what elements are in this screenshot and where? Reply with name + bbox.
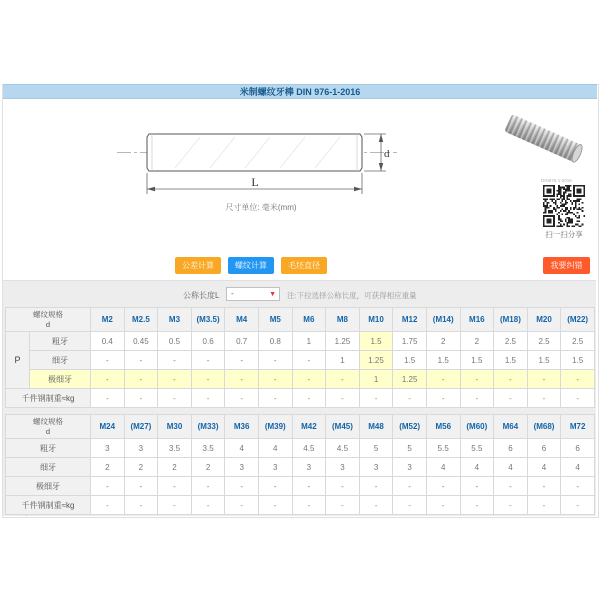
spec-cell[interactable]: 4	[527, 458, 561, 477]
spec-cell[interactable]: -	[359, 496, 393, 515]
row-label: 粗牙	[6, 439, 91, 458]
spec-cell[interactable]: 4	[426, 458, 460, 477]
spec-cell[interactable]: -	[426, 496, 460, 515]
spec-cell[interactable]: -	[124, 496, 158, 515]
spec-cell[interactable]: -	[561, 477, 595, 496]
spec-cell[interactable]: -	[561, 389, 595, 408]
spec-cell[interactable]: -	[426, 370, 460, 389]
column-header[interactable]: (M68)	[527, 415, 561, 439]
nominal-length-label: 公称长度L	[183, 291, 220, 300]
qr-code	[543, 185, 585, 227]
row-label: 千件钢制重≈kg	[6, 496, 91, 515]
spec-cell[interactable]: -	[91, 351, 125, 370]
row-label: 千件钢制重≈kg	[6, 389, 91, 408]
spec-table-2	[5, 414, 595, 515]
spec-cell[interactable]: -	[225, 389, 259, 408]
blank-diameter-button[interactable]: 毛坯直径	[281, 257, 327, 274]
spec-cell[interactable]: 2	[124, 458, 158, 477]
table-row	[6, 496, 595, 515]
rod-outline	[147, 134, 362, 171]
nominal-length-select[interactable]	[226, 287, 280, 301]
spec-cell[interactable]: 2	[191, 458, 225, 477]
spec-cell[interactable]: -	[527, 389, 561, 408]
column-header[interactable]: M64	[494, 415, 528, 439]
corner-header: 螺纹规格 d	[6, 415, 91, 439]
selector-note: 注:下拉选择公称长度，可获得相应重量	[287, 291, 417, 300]
table-row	[6, 389, 595, 408]
spec-cell[interactable]: -	[326, 477, 360, 496]
spec-cell[interactable]: 1.5	[460, 351, 494, 370]
column-header[interactable]: (M14)	[426, 308, 460, 332]
column-header[interactable]: (M52)	[393, 415, 427, 439]
spec-cell[interactable]: 5.5	[460, 439, 494, 458]
spec-cell[interactable]: 4.5	[292, 439, 326, 458]
column-header[interactable]: M48	[359, 415, 393, 439]
spec-cell[interactable]: -	[326, 496, 360, 515]
column-header[interactable]: (M3.5)	[191, 308, 225, 332]
spec-cell[interactable]: -	[292, 496, 326, 515]
row-label: 极细牙	[30, 370, 91, 389]
spec-cell[interactable]: 0.6	[191, 332, 225, 351]
row-label: 粗牙	[30, 332, 91, 351]
thread-calc-button[interactable]: 螺纹计算	[228, 257, 274, 274]
corner-header: 螺纹规格 d	[6, 308, 91, 332]
spec-cell[interactable]: 3	[258, 458, 292, 477]
spec-cell[interactable]: -	[124, 370, 158, 389]
spec-cell[interactable]: 2.5	[494, 332, 528, 351]
spec-cell[interactable]: -	[426, 389, 460, 408]
spec-cell[interactable]: -	[292, 351, 326, 370]
spec-cell[interactable]: -	[258, 477, 292, 496]
diameter-dim-label: d	[384, 148, 390, 160]
column-header[interactable]: M24	[91, 415, 125, 439]
column-header[interactable]: M30	[158, 415, 192, 439]
spec-cell[interactable]: 3	[326, 458, 360, 477]
spec-cell[interactable]: -	[258, 389, 292, 408]
spec-cell[interactable]: -	[494, 496, 528, 515]
spec-cell[interactable]: 4	[561, 458, 595, 477]
spec-cell[interactable]: 6	[561, 439, 595, 458]
report-error-button[interactable]: 我要纠错	[543, 257, 590, 274]
spec-cell[interactable]: -	[527, 370, 561, 389]
column-header[interactable]: M10	[359, 308, 393, 332]
qr-caption-top: DIN976-1-2016	[541, 178, 572, 183]
column-header[interactable]: (M39)	[258, 415, 292, 439]
spec-tables	[5, 307, 595, 521]
spec-cell[interactable]: -	[225, 477, 259, 496]
spec-cell[interactable]: 0.5	[158, 332, 192, 351]
spec-cell[interactable]: 1.75	[393, 332, 427, 351]
dropdown-caret-icon: ▼	[269, 291, 276, 298]
spec-cell[interactable]: -	[191, 496, 225, 515]
spec-cell[interactable]: -	[258, 370, 292, 389]
footnote: · – ·	[18, 513, 37, 519]
spec-cell[interactable]: 1.25	[393, 370, 427, 389]
spec-cell[interactable]: -	[326, 370, 360, 389]
spec-cell[interactable]: 1	[292, 332, 326, 351]
column-header[interactable]: (M60)	[460, 415, 494, 439]
spec-cell[interactable]: -	[158, 370, 192, 389]
spec-cell[interactable]: -	[225, 351, 259, 370]
spec-cell[interactable]: 1.5	[426, 351, 460, 370]
column-header[interactable]: M4	[225, 308, 259, 332]
row-label: 极细牙	[6, 477, 91, 496]
spec-cell[interactable]: 1.5	[561, 351, 595, 370]
spec-cell[interactable]: -	[191, 477, 225, 496]
spec-cell[interactable]: -	[225, 496, 259, 515]
column-header[interactable]: M12	[393, 308, 427, 332]
spec-cell[interactable]: -	[158, 496, 192, 515]
unit-note: 尺寸单位: 毫米(mm)	[225, 203, 297, 212]
spec-cell[interactable]: -	[460, 477, 494, 496]
column-header[interactable]: M3	[158, 308, 192, 332]
rod-photo	[505, 105, 597, 163]
length-dim-label: L	[251, 175, 259, 189]
spec-cell[interactable]: 3.5	[191, 439, 225, 458]
spec-cell[interactable]: -	[91, 477, 125, 496]
spec-cell[interactable]: 3	[359, 458, 393, 477]
column-header[interactable]: M6	[292, 308, 326, 332]
spec-cell[interactable]: 2	[158, 458, 192, 477]
spec-cell[interactable]: 2.5	[527, 332, 561, 351]
table-row	[6, 458, 595, 477]
spec-cell[interactable]: -	[158, 389, 192, 408]
column-header[interactable]: M56	[426, 415, 460, 439]
spec-cell[interactable]: 3	[91, 439, 125, 458]
spec-cell[interactable]: 5.5	[426, 439, 460, 458]
spec-cell[interactable]: -	[191, 351, 225, 370]
spec-cell[interactable]: 2.5	[561, 332, 595, 351]
table-row	[6, 351, 595, 370]
spec-cell[interactable]: -	[494, 389, 528, 408]
spec-cell[interactable]: 2	[426, 332, 460, 351]
spec-cell[interactable]: -	[191, 389, 225, 408]
table-row	[6, 477, 595, 496]
column-header[interactable]: M42	[292, 415, 326, 439]
column-header[interactable]: M5	[258, 308, 292, 332]
nominal-length-value: -	[231, 289, 234, 298]
column-header[interactable]: (M45)	[326, 415, 360, 439]
spec-cell[interactable]: -	[158, 351, 192, 370]
spec-cell[interactable]: -	[292, 477, 326, 496]
spec-cell[interactable]: 5	[359, 439, 393, 458]
spec-cell[interactable]: 3	[225, 458, 259, 477]
qr-caption-bottom: 扫一扫分享	[545, 230, 583, 239]
spec-cell[interactable]: 1.5	[494, 351, 528, 370]
spec-cell[interactable]: -	[158, 477, 192, 496]
column-header[interactable]: M2.5	[124, 308, 158, 332]
rod-technical-drawing	[105, 100, 405, 210]
spec-cell[interactable]: -	[494, 477, 528, 496]
spec-cell[interactable]: 3	[393, 458, 427, 477]
spec-cell[interactable]: 1.25	[359, 351, 393, 370]
spec-cell[interactable]: -	[91, 370, 125, 389]
spec-cell[interactable]: 3	[124, 439, 158, 458]
spec-cell[interactable]: -	[460, 370, 494, 389]
spec-cell[interactable]: 3	[292, 458, 326, 477]
spec-table-1	[5, 307, 595, 408]
spec-cell[interactable]: 1.5	[359, 332, 393, 351]
spec-cell[interactable]: 5	[393, 439, 427, 458]
spec-cell[interactable]: 1	[359, 370, 393, 389]
spec-cell[interactable]: 4.5	[326, 439, 360, 458]
spec-cell[interactable]: -	[91, 496, 125, 515]
spec-cell[interactable]: -	[258, 351, 292, 370]
pitch-group-label: P	[6, 332, 30, 389]
spec-cell[interactable]: -	[359, 389, 393, 408]
spec-cell[interactable]: -	[460, 389, 494, 408]
spec-cell[interactable]: 3.5	[158, 439, 192, 458]
row-label: 细牙	[6, 458, 91, 477]
spec-cell[interactable]: 1.25	[326, 332, 360, 351]
column-header[interactable]: (M33)	[191, 415, 225, 439]
spec-cell[interactable]: 2	[460, 332, 494, 351]
spec-cell[interactable]: -	[561, 496, 595, 515]
spec-cell[interactable]: 4	[494, 458, 528, 477]
spec-cell[interactable]: 0.8	[258, 332, 292, 351]
column-header[interactable]: (M18)	[494, 308, 528, 332]
column-header[interactable]: M20	[527, 308, 561, 332]
column-header[interactable]: M2	[91, 308, 125, 332]
spec-cell[interactable]: -	[527, 477, 561, 496]
spec-cell[interactable]: -	[258, 496, 292, 515]
spec-cell[interactable]: -	[494, 370, 528, 389]
spec-cell[interactable]: 0.45	[124, 332, 158, 351]
spec-cell[interactable]: 6	[494, 439, 528, 458]
spec-cell[interactable]: 4	[460, 458, 494, 477]
spec-cell[interactable]: 2	[91, 458, 125, 477]
table-row	[6, 332, 595, 351]
table-row	[6, 370, 595, 389]
spec-cell[interactable]: -	[91, 389, 125, 408]
spec-cell[interactable]: -	[191, 370, 225, 389]
spec-cell[interactable]: -	[359, 477, 393, 496]
page-title: 米制螺纹牙棒 DIN 976-1-2016	[3, 84, 597, 99]
column-header[interactable]: (M27)	[124, 415, 158, 439]
spec-cell[interactable]: -	[393, 496, 427, 515]
spec-cell[interactable]: 1.5	[393, 351, 427, 370]
spec-cell[interactable]: 4	[258, 439, 292, 458]
spec-cell[interactable]: -	[393, 477, 427, 496]
column-header[interactable]: M8	[326, 308, 360, 332]
spec-cell[interactable]: -	[124, 351, 158, 370]
spec-cell[interactable]: -	[393, 389, 427, 408]
spec-cell[interactable]: 1	[326, 351, 360, 370]
spec-cell[interactable]: -	[460, 496, 494, 515]
spec-cell[interactable]: -	[225, 370, 259, 389]
row-label: 细牙	[30, 351, 91, 370]
tolerance-calc-button[interactable]: 公差计算	[175, 257, 221, 274]
spec-cell[interactable]: -	[426, 477, 460, 496]
spec-cell[interactable]: 6	[527, 439, 561, 458]
column-header[interactable]: M36	[225, 415, 259, 439]
spec-cell[interactable]: -	[292, 389, 326, 408]
spec-cell[interactable]: 0.4	[91, 332, 125, 351]
spec-cell[interactable]: -	[124, 389, 158, 408]
column-header[interactable]: M72	[561, 415, 595, 439]
spec-cell[interactable]: -	[561, 370, 595, 389]
table-row	[6, 439, 595, 458]
spec-cell[interactable]: 4	[225, 439, 259, 458]
spec-cell[interactable]: -	[527, 496, 561, 515]
spec-cell[interactable]: -	[292, 370, 326, 389]
spec-cell[interactable]: -	[326, 389, 360, 408]
column-header[interactable]: (M22)	[561, 308, 595, 332]
spec-cell[interactable]: -	[124, 477, 158, 496]
column-header[interactable]: M16	[460, 308, 494, 332]
spec-cell[interactable]: 0.7	[225, 332, 259, 351]
spec-cell[interactable]: 1.5	[527, 351, 561, 370]
